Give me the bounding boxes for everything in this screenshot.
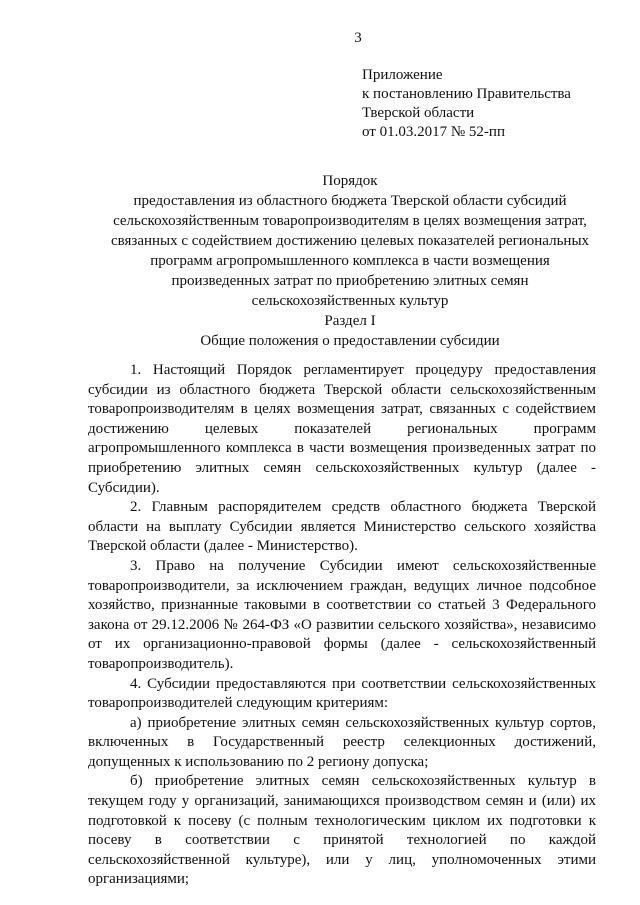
appendix-line: к постановлению Правительства: [362, 86, 571, 102]
title-line: связанных с содействием достижению целевых показателей региональных: [110, 233, 590, 249]
section-header: [80, 311, 620, 351]
paragraph: 3. Право на получение Субсидии имеют сельскохозяйственные товаропроизводители, за исключением граждан, ведущих личное подсобное хозяйство, признанные таковыми в соответствии со статьей 3 Федерального закона от 29.12.2006 № 264-ФЗ «О развитии сельского хозяйства», независимо от их организационно-правовой формы (далее - сельскохозяйственный товаропроизводитель).: [88, 557, 596, 672]
section-title: Общие положения о предоставлении субсидии: [200, 333, 500, 349]
page-number: 3: [354, 30, 362, 46]
title-line: произведенных затрат по приобретению элитных семян: [171, 273, 529, 289]
section-label: Раздел I: [324, 313, 376, 329]
paragraph: 1. Настоящий Порядок регламентирует процедуру предоставления субсидии из областного бюджета Тверской области сельскохозяйственным товаропроизводителям в целях возмещения затрат, связанных с содействием достижению целевых показателей региональных программ агропромышленного комплекса в части возмещения произведенных затрат по приобретению элитных семян сельскохозяйственных культур (далее - Субсидии).: [88, 362, 596, 496]
appendix-header: [362, 66, 632, 142]
appendix-line: Приложение: [362, 67, 443, 83]
title-line: сельскохозяйственным товаропроизводителям в целях возмещения затрат,: [113, 213, 587, 229]
title-heading: Порядок: [322, 173, 378, 189]
paragraph: 4. Субсидии предоставляются при соответствии сельскохозяйственных товаропроизводителей следующим критериям:: [88, 675, 596, 712]
title-line: сельскохозяйственных культур: [251, 293, 449, 309]
paragraph: б) приобретение элитных семян сельскохозяйственных культур в текущем году у организаций, занимающихся производством семян и (или) их подготовкой к посеву (с полным технологическим циклом их подготовки к посеву в соответствии с принятой технологией по каждой сельскохозяйственной культуре), или у лиц, уполномоченных этими организациями;: [88, 773, 596, 888]
title-line: предоставления из областного бюджета Тверской области субсидий: [133, 193, 567, 209]
appendix-date: от 01.03.2017 № 52-пп: [362, 124, 505, 140]
title-line: программ агропромышленного комплекса в части возмещения: [150, 253, 550, 269]
body-text: [88, 361, 596, 890]
paragraph: а) приобретение элитных семян сельскохозяйственных культур сортов, включенных в Государственный реестр селекционных достижений, допущенных к использованию по 2 региону допуска;: [88, 714, 596, 770]
appendix-line: Тверской области: [362, 105, 475, 121]
paragraph: 2. Главным распорядителем средств областного бюджета Тверской области на выплату Субсидии является Министерство сельского хозяйства Тверской области (далее - Министерство).: [88, 499, 596, 555]
document-title: [80, 171, 620, 311]
